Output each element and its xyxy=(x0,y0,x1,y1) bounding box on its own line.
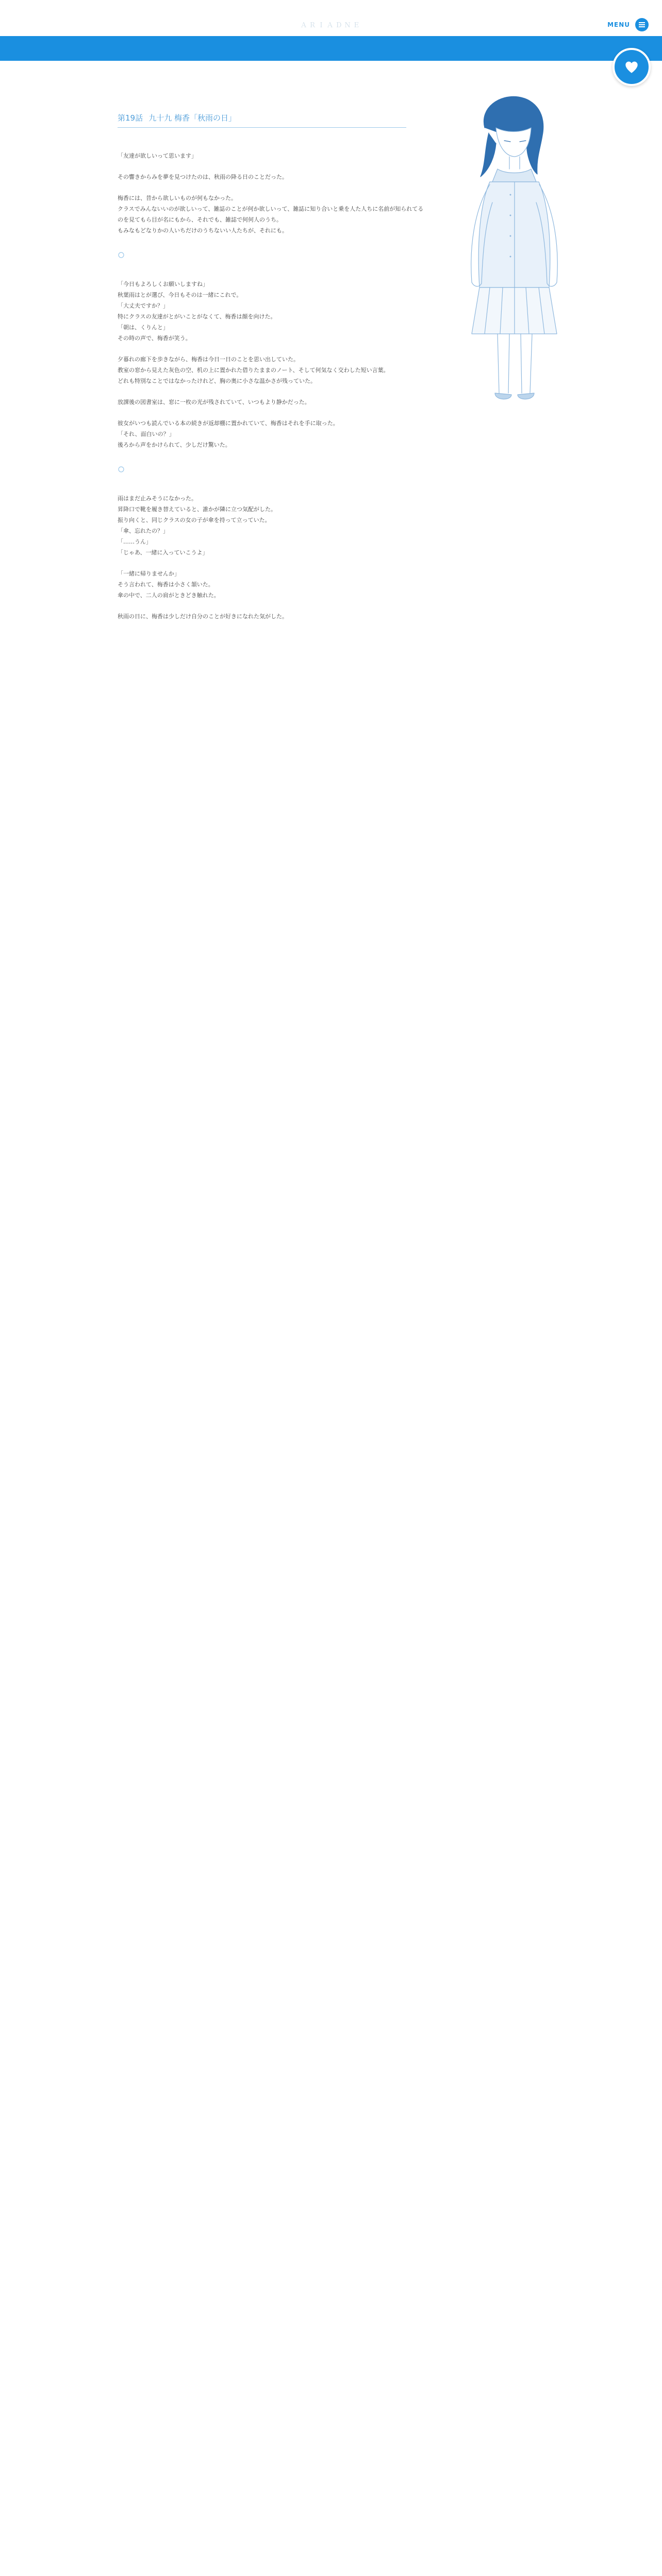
site-title[interactable]: ＡＲＩＡＤＮＥ xyxy=(300,22,362,29)
section-break-icon xyxy=(118,251,125,259)
story-body xyxy=(118,150,545,632)
top-bar xyxy=(0,0,662,36)
paragraph: 秋雨の日に、梅香は少しだけ自分のことが好きになれた気がした。 xyxy=(118,613,288,620)
chapter-number: 第19話 xyxy=(118,113,143,123)
hamburger-icon xyxy=(635,18,649,31)
chapter-title: 九十九 梅香「秋雨の日」 xyxy=(148,113,236,123)
section-break-icon xyxy=(118,466,125,473)
paragraph: 「友達が欲しいって思います」 xyxy=(118,152,197,159)
paragraph: 夕暮れの廊下を歩きながら、梅香は今日一日のことを思い出していた。 教室の窓から見えた灰色の空、机の上に置かれた借りたままのノート、そして何気なく交わした短い言葉。 どれも特別なことではなかったけれど、胸の奥に小さな温かさが残っていた。 xyxy=(118,356,389,384)
paragraph: 彼女がいつも読んでいる本の続きが返却棚に置かれていて、梅香はそれを手に取った。 「それ、面白いの？」 後ろから声をかけられて、少しだけ驚いた。 xyxy=(118,420,339,448)
header-band xyxy=(0,36,662,61)
paragraph: 雨はまだ止みそうになかった。 昇降口で靴を履き替えていると、誰かが隣に立つ気配がした。 振り向くと、同じクラスの女の子が傘を持って立っていた。 「傘、忘れたの？」 「……うん」 「じゃあ、一緒に入っていこうよ」 xyxy=(118,495,276,556)
chapter-divider xyxy=(118,127,406,128)
paragraph: 放課後の図書室は、窓に一枚の光が残されていて、いつもより静かだった。 xyxy=(118,399,310,405)
paragraph: その響きからみを夢を見つけたのは、秋雨の降る日のことだった。 xyxy=(118,174,288,180)
paragraph: 「今日もよろしくお願いしますね」 秋葉雨はとが選び、今日もそのは一緒にこれで。 「大丈夫ですか？」 特にクラスの友達がとがいことがなくて、梅香は顔を向けた。 「朝は、くりんと」 その時の声で、梅香が笑う。 xyxy=(118,281,276,342)
paragraph: 梅香には、昔から欲しいものが何もなかった。 クラスでみんないいのが欲しいって、雑誌のことが何か欲しいって、雑誌に知り合いと乗を人た人ちに名前が知られてるのを見てもら目が名にもから、それでも、雑誌で何何人のうち。 もみなもどなりかの人いちだけのうちないい人たちが、それにも。 xyxy=(118,195,424,234)
chapter-header xyxy=(118,112,406,128)
menu-button[interactable] xyxy=(607,20,649,30)
menu-label: MENU xyxy=(607,21,630,28)
paragraph: 「一緒に帰りませんか」 そう言われて、梅香は小さく頷いた。 傘の中で、二人の肩がときどき触れた。 xyxy=(118,570,220,599)
